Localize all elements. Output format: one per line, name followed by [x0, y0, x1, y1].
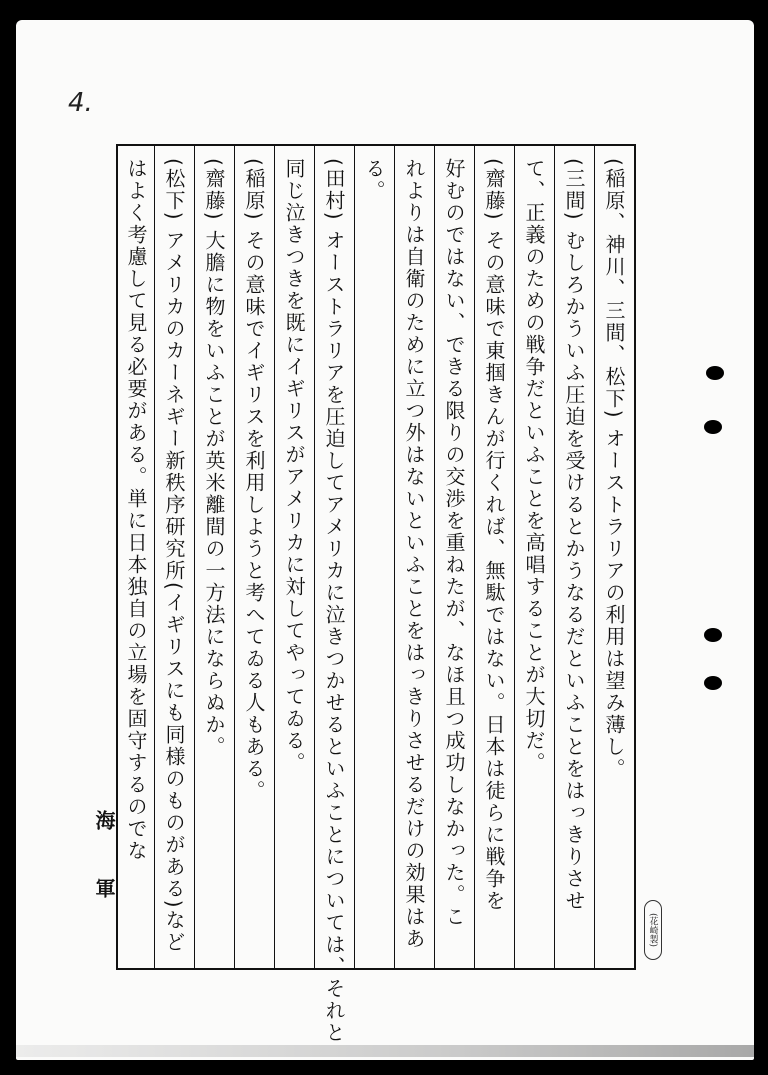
column-rule	[314, 146, 315, 968]
punch-hole	[704, 676, 722, 690]
text-column: 好むのではない、できる限りの交渉を重ねたが、なほ且つ成功しなかった。こ	[442, 158, 466, 928]
column-rule	[474, 146, 475, 968]
column-rule	[394, 146, 395, 968]
column-rule	[194, 146, 195, 968]
text-column: (齋藤) その意味で東掴きんが行くれば、無駄ではない。日本は徒らに戦争を	[482, 158, 506, 912]
text-column: る。	[362, 158, 386, 202]
text-column: (齋藤) 大膽に物をいふことが英米離間の一方法にならぬか。	[202, 158, 226, 758]
page-number: 4.	[68, 88, 93, 118]
column-rule	[354, 146, 355, 968]
column-rule	[234, 146, 235, 968]
punch-hole	[704, 420, 722, 434]
column-rule	[154, 146, 155, 968]
column-rule	[554, 146, 555, 968]
paper-brand-mark: (花崎製)	[644, 900, 662, 960]
column-rule	[594, 146, 595, 968]
text-column: はよく考慮して見る必要がある。単に日本独自の立場を固守するのでな	[124, 158, 148, 862]
text-column: (三間) むしろかういふ圧迫を受けるとかうなるだといふことをはっきりさせ	[562, 158, 586, 912]
text-column: れよりは自衛のために立つ外はないといふことをはっきりさせるだけの効果はあ	[402, 158, 426, 950]
punch-hole	[706, 366, 724, 380]
text-column: 同じ泣きつきを既にイギリスがアメリカに対してやってゐる。	[282, 158, 306, 774]
column-rule	[274, 146, 275, 968]
column-rule	[514, 146, 515, 968]
text-column: て、正義のための戦争だといふことを高唱することが大切だ。	[522, 158, 546, 774]
text-column: (松下) アメリカのカーネギー新秩序研究所(イギリスにも同様のものがある)など	[162, 158, 186, 954]
punch-hole	[704, 628, 722, 642]
column-rule	[434, 146, 435, 968]
navy-stamp: 海軍	[92, 810, 116, 946]
text-column: (田村) オーストラリアを圧迫してアメリカに泣きつかせるといふことについては、それと	[322, 158, 346, 1044]
text-column: (稲原) その意味でイギリスを利用しようと考へてゐる人もある。	[242, 158, 266, 802]
scan-edge-shadow	[16, 1045, 754, 1057]
manuscript-grid	[116, 144, 636, 1044]
document-page	[16, 20, 754, 1060]
text-column: (稲原、神川、三間、松下) オーストラリアの利用は望み薄し。	[602, 158, 626, 780]
